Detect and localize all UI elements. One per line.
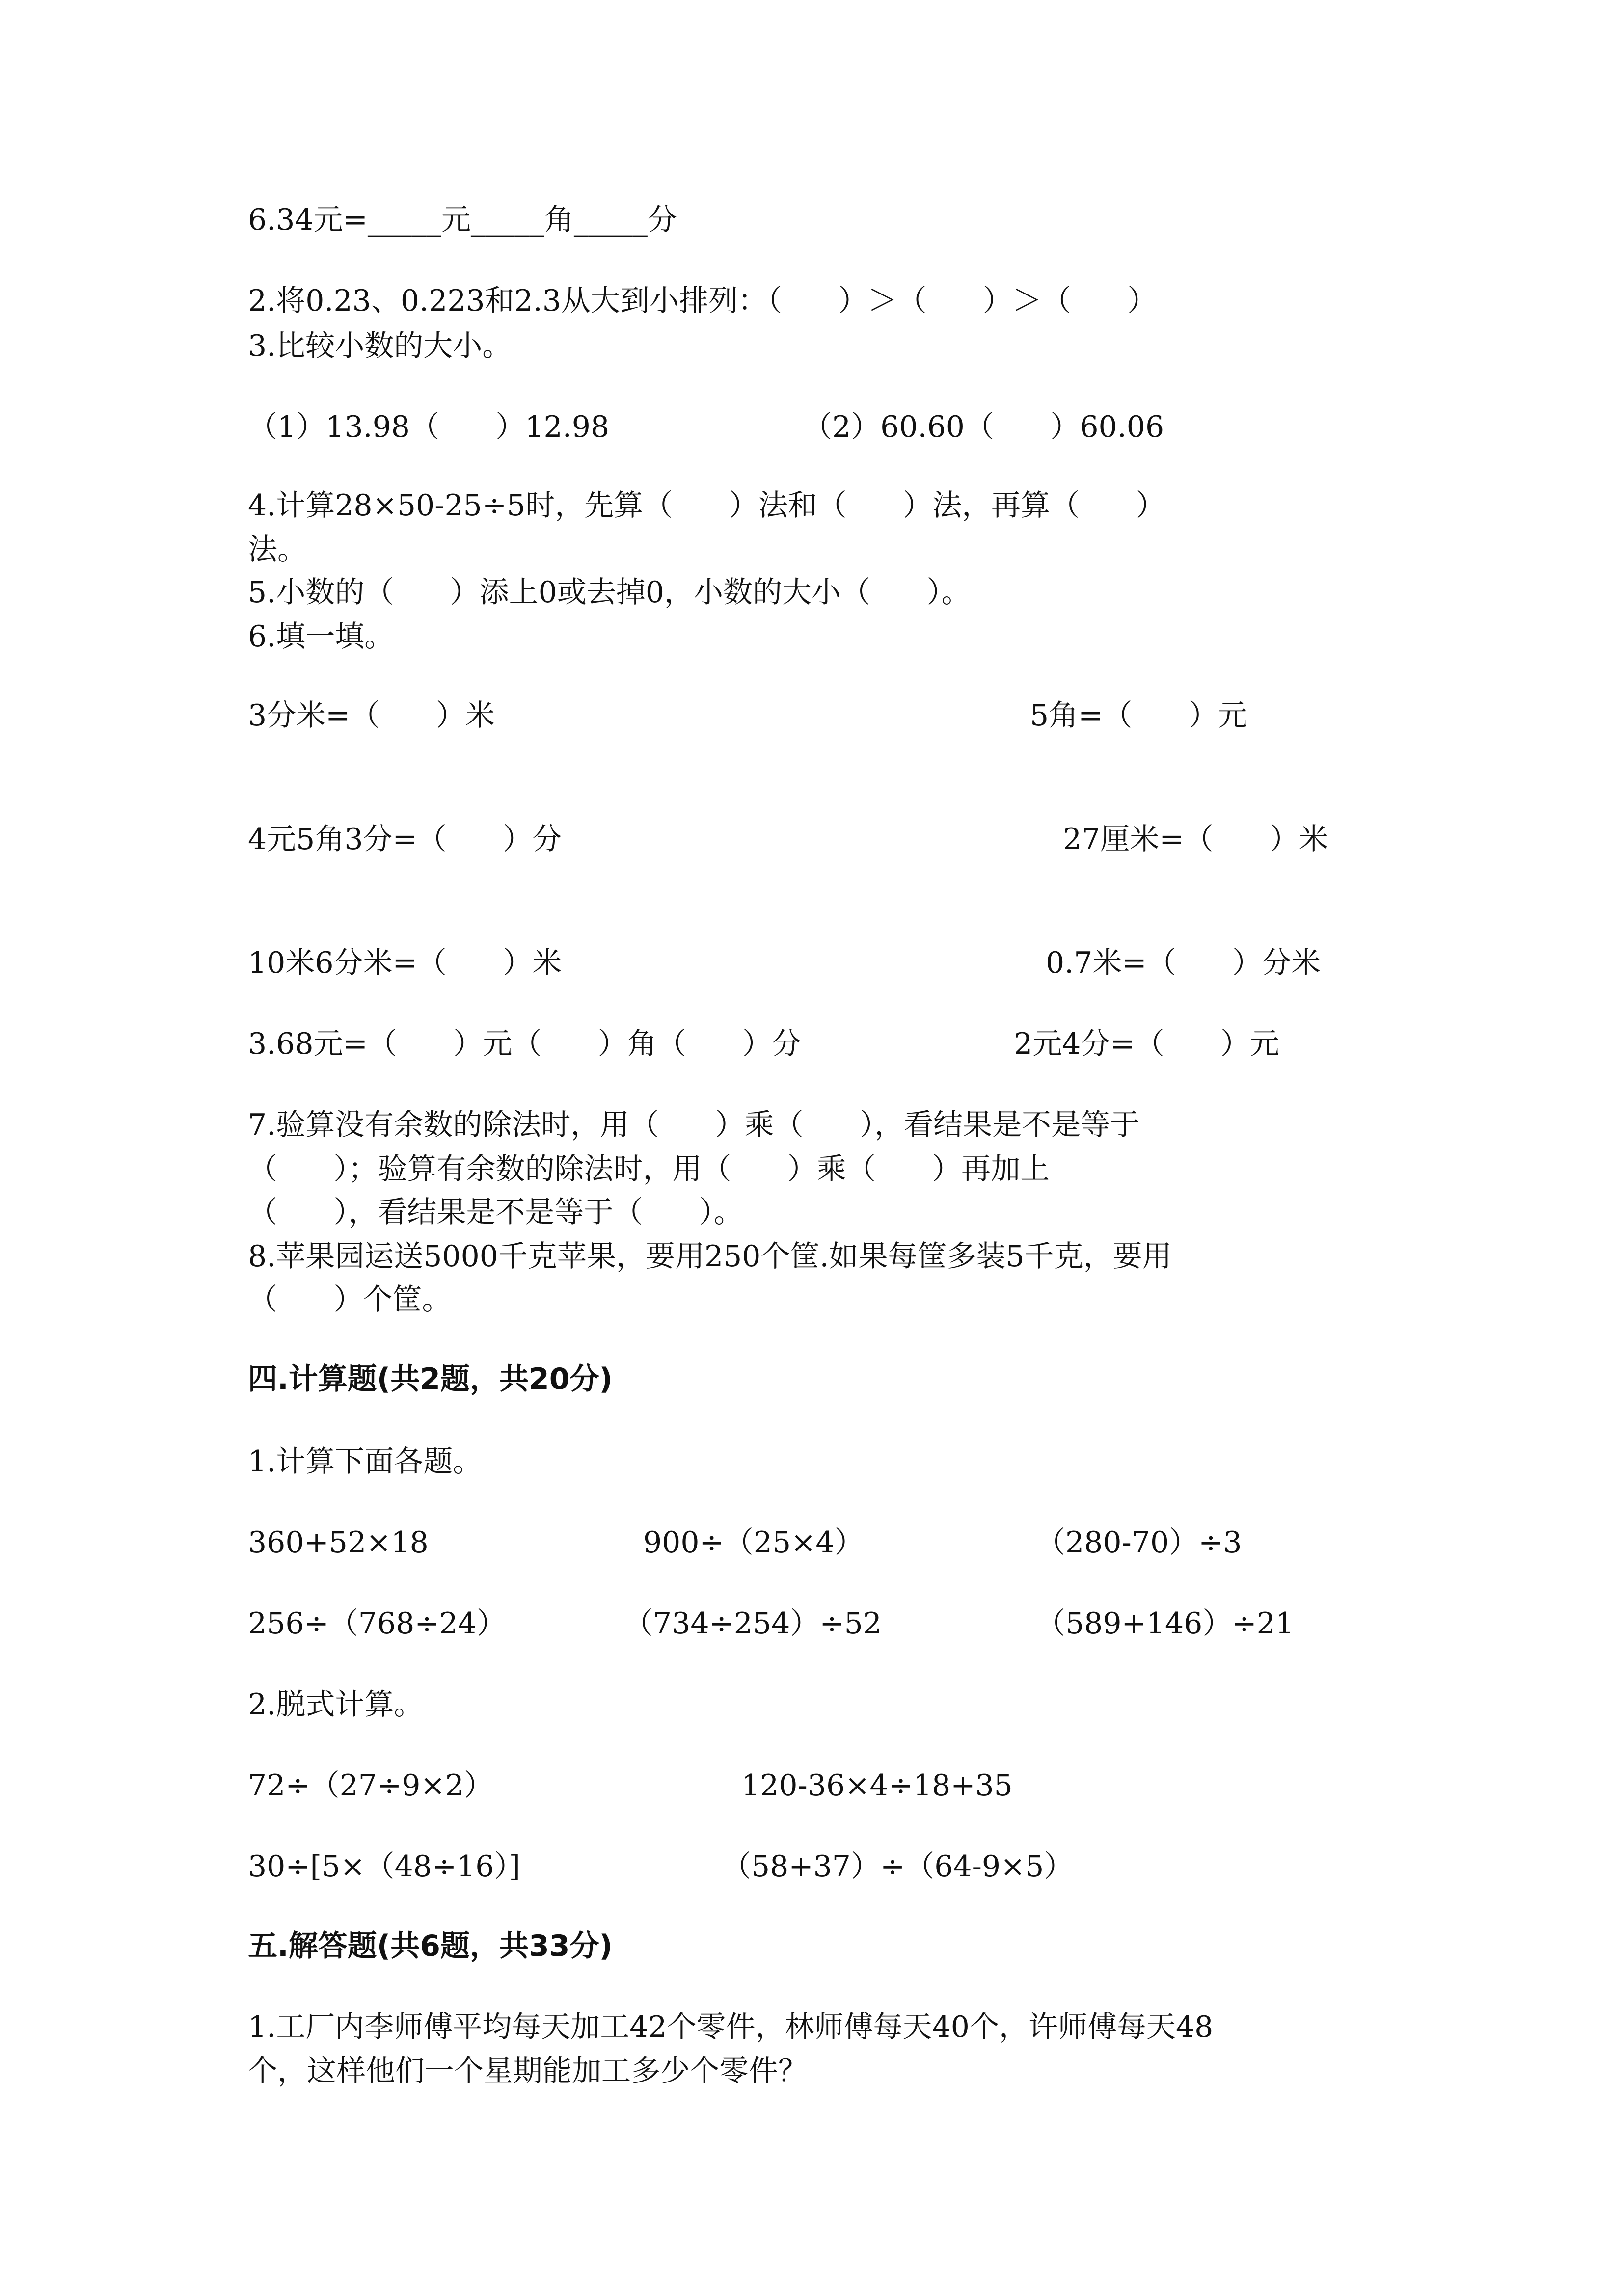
section-4-question-1: 1.计算下面各题。 xyxy=(248,1444,483,1479)
question-6-item: 27厘米=（ ）米 xyxy=(1063,822,1329,856)
question-4-line-1: 4.计算28×50-25÷5时，先算（ ）法和（ ）法，再算（ ） xyxy=(248,488,1165,523)
question-6-34-yuan: 6.34元=_____元_____角_____分 xyxy=(248,203,677,237)
calc-item: 900÷（25×4） xyxy=(643,1525,864,1560)
section-5-heading: 五.解答题(共6题，共33分) xyxy=(248,1929,613,1963)
section-4-heading: 四.计算题(共2题，共20分) xyxy=(248,1362,613,1396)
question-7-line-3: （ ），看结果是不是等于（ ）。 xyxy=(248,1195,743,1229)
calc-item: 256÷（768÷24） xyxy=(248,1606,506,1641)
calc-item: 72÷（27÷9×2） xyxy=(248,1768,493,1803)
question-3-part-1: （1）13.98（ ）12.98 xyxy=(248,410,610,444)
question-6-item: 10米6分米=（ ）米 xyxy=(248,946,562,980)
question-6-title: 6.填一填。 xyxy=(248,619,394,654)
calc-item: （58+37）÷（64-9×5） xyxy=(722,1849,1074,1884)
question-6-item: 3.68元=（ ）元（ ）角（ ）分 xyxy=(248,1027,802,1061)
question-7-line-1: 7.验算没有余数的除法时，用（ ）乘（ ），看结果是不是等于 xyxy=(248,1108,1140,1142)
question-3-compare: 3.比较小数的大小。 xyxy=(248,329,512,363)
section-4-question-2: 2.脱式计算。 xyxy=(248,1687,424,1722)
calc-item: 120-36×4÷18+35 xyxy=(741,1768,1013,1803)
question-8-line-1: 8.苹果园运送5000千克苹果，要用250个筐.如果每筐多装5千克，要用 xyxy=(248,1239,1172,1274)
question-5: 5.小数的（ ）添上0或去掉0，小数的大小（ ）。 xyxy=(248,575,971,610)
question-6-item: 3分米=（ ）米 xyxy=(248,698,495,733)
calc-item: （280-70）÷3 xyxy=(1036,1525,1242,1560)
question-6-item: 0.7米=（ ）分米 xyxy=(1046,946,1321,980)
question-2-order: 2.将0.23、0.223和2.3从大到小排列：（ ）＞（ ）＞（ ） xyxy=(248,284,1157,318)
question-7-line-2: （ ）；验算有余数的除法时，用（ ）乘（ ）再加上 xyxy=(248,1152,1050,1186)
section-5-question-1-line-2: 个，这样他们一个星期能加工多少个零件？ xyxy=(248,2054,808,2088)
calc-item: （734÷254）÷52 xyxy=(623,1606,882,1641)
calc-item: 360+52×18 xyxy=(248,1525,429,1560)
question-3-part-2: （2）60.60（ ）60.06 xyxy=(803,410,1164,444)
question-6-item: 5角=（ ）元 xyxy=(1030,698,1247,733)
calc-item: （589+146）÷21 xyxy=(1036,1606,1294,1641)
section-5-question-1-line-1: 1.工厂内李师傅平均每天加工42个零件，林师傅每天40个，许师傅每天48 xyxy=(248,2010,1214,2044)
question-4-line-2: 法。 xyxy=(248,533,307,567)
question-8-line-2: （ ）个筐。 xyxy=(248,1282,452,1317)
question-6-item: 2元4分=（ ）元 xyxy=(1014,1027,1280,1061)
question-6-item: 4元5角3分=（ ）分 xyxy=(248,822,562,856)
calc-item: 30÷[5×（48÷16）] xyxy=(248,1849,520,1884)
